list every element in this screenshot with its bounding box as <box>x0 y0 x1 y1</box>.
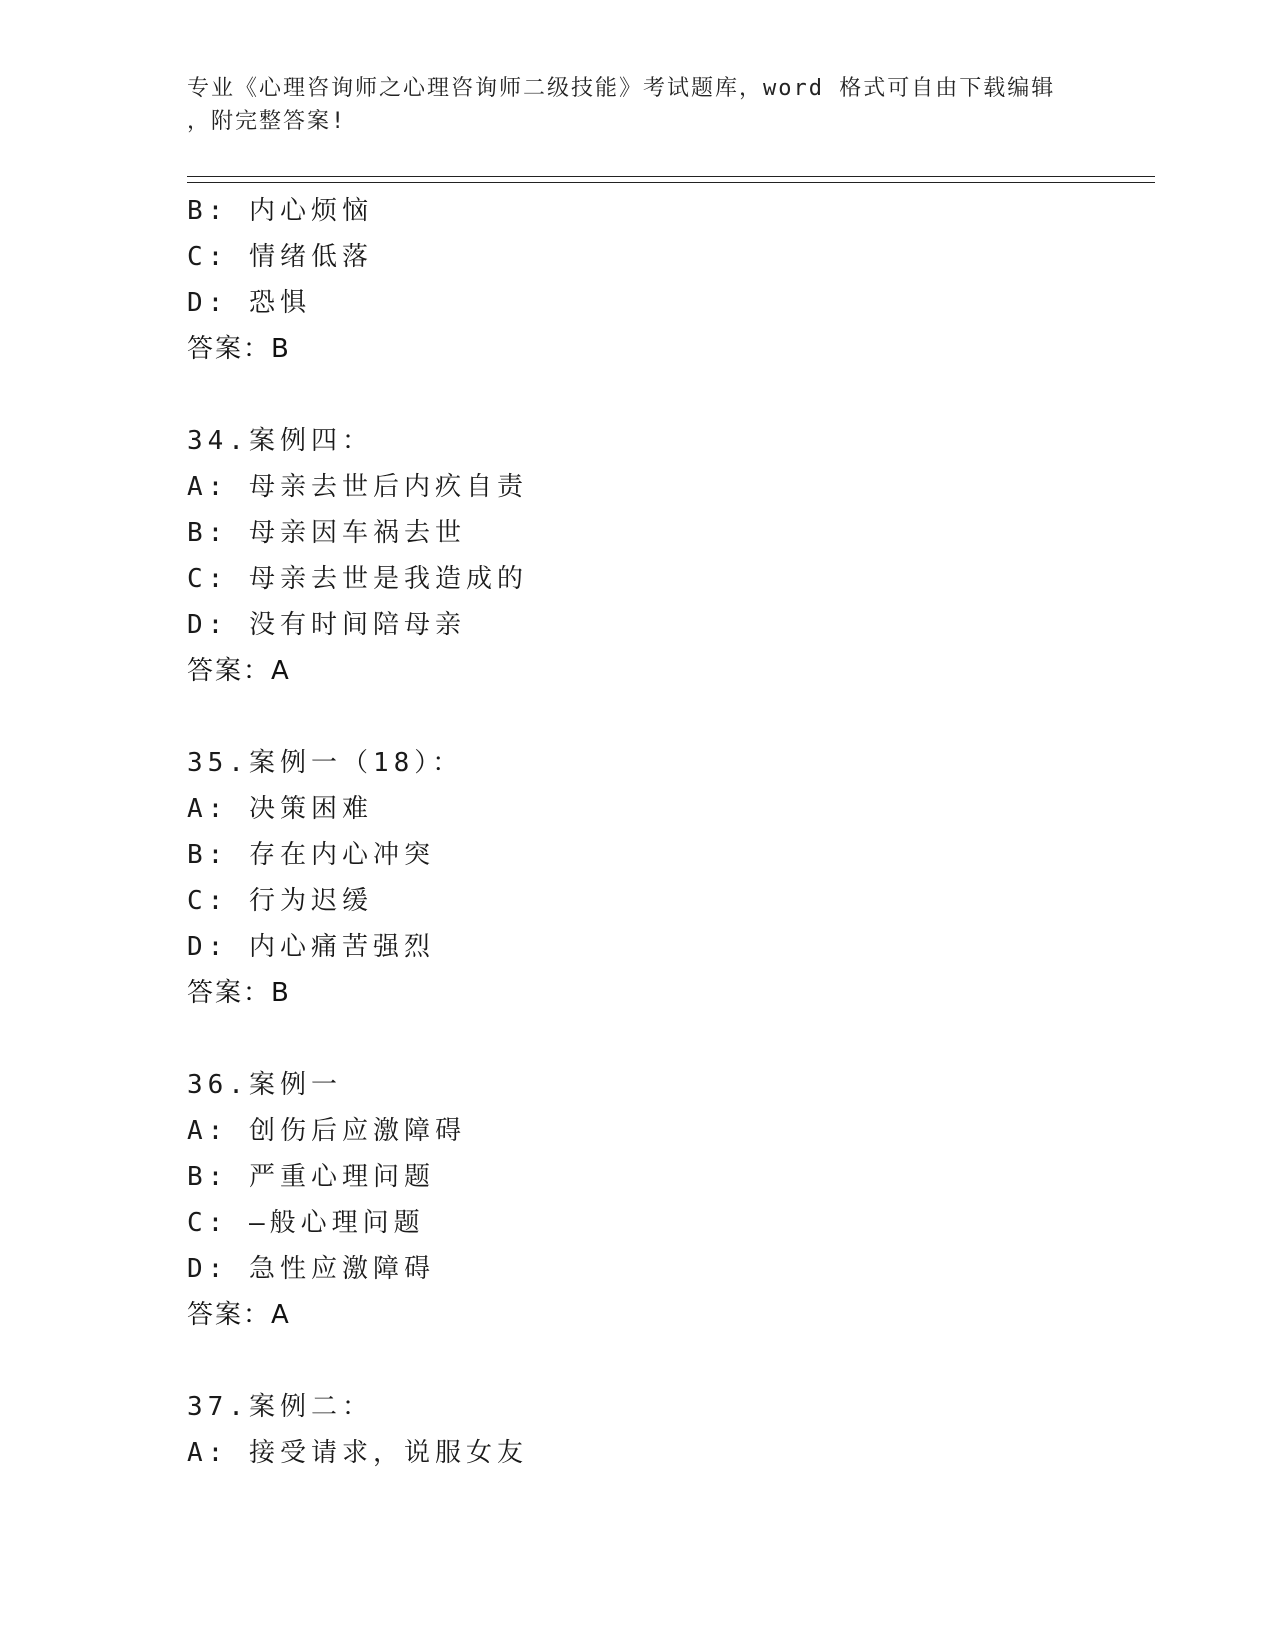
option-c: C: —般心理问题 <box>187 1208 425 1238</box>
question-block <box>187 188 1147 372</box>
option-b: B: 母亲因车祸去世 <box>187 518 466 548</box>
option-d: D: 内心痛苦强烈 <box>187 932 435 962</box>
header-divider-bottom <box>187 182 1155 183</box>
option-a: A: 母亲去世后内疚自责 <box>187 472 528 502</box>
option-c: C: 情绪低落 <box>187 242 373 272</box>
document-header <box>187 72 1087 138</box>
block-spacer <box>187 372 1147 418</box>
option-b: B: 存在内心冲突 <box>187 840 435 870</box>
option-c: C: 行为迟缓 <box>187 886 373 916</box>
question-title: 37.案例二： <box>187 1392 373 1422</box>
header-line-2: ，附完整答案! <box>187 109 347 134</box>
question-block <box>187 418 1147 694</box>
option-b: B: 严重心理问题 <box>187 1162 435 1192</box>
question-title: 34.案例四： <box>187 426 373 456</box>
option-b: B: 内心烦恼 <box>187 196 373 226</box>
option-a: A: 创伤后应激障碍 <box>187 1116 466 1146</box>
option-d: D: 急性应激障碍 <box>187 1254 435 1284</box>
block-spacer <box>187 694 1147 740</box>
option-d: D: 恐惧 <box>187 288 311 318</box>
option-a: A: 决策困难 <box>187 794 373 824</box>
question-block <box>187 1062 1147 1338</box>
option-d: D: 没有时间陪母亲 <box>187 610 466 640</box>
option-c: C: 母亲去世是我造成的 <box>187 564 528 594</box>
answer-line: 答案：A <box>187 656 291 686</box>
option-a: A: 接受请求，说服女友 <box>187 1438 528 1468</box>
block-spacer <box>187 1338 1147 1384</box>
answer-line: 答案：B <box>187 978 291 1008</box>
question-title: 36.案例一 <box>187 1070 342 1100</box>
block-spacer <box>187 1016 1147 1062</box>
answer-line: 答案：A <box>187 1300 291 1330</box>
question-list <box>187 188 1147 1476</box>
header-line-1: 专业《心理咨询师之心理咨询师二级技能》考试题库，word 格式可自由下载编辑 <box>187 76 1056 101</box>
question-title: 35.案例一（18）： <box>187 748 464 778</box>
question-block <box>187 740 1147 1016</box>
question-block <box>187 1384 1147 1476</box>
header-divider-top <box>187 176 1155 177</box>
answer-line: 答案：B <box>187 334 291 364</box>
